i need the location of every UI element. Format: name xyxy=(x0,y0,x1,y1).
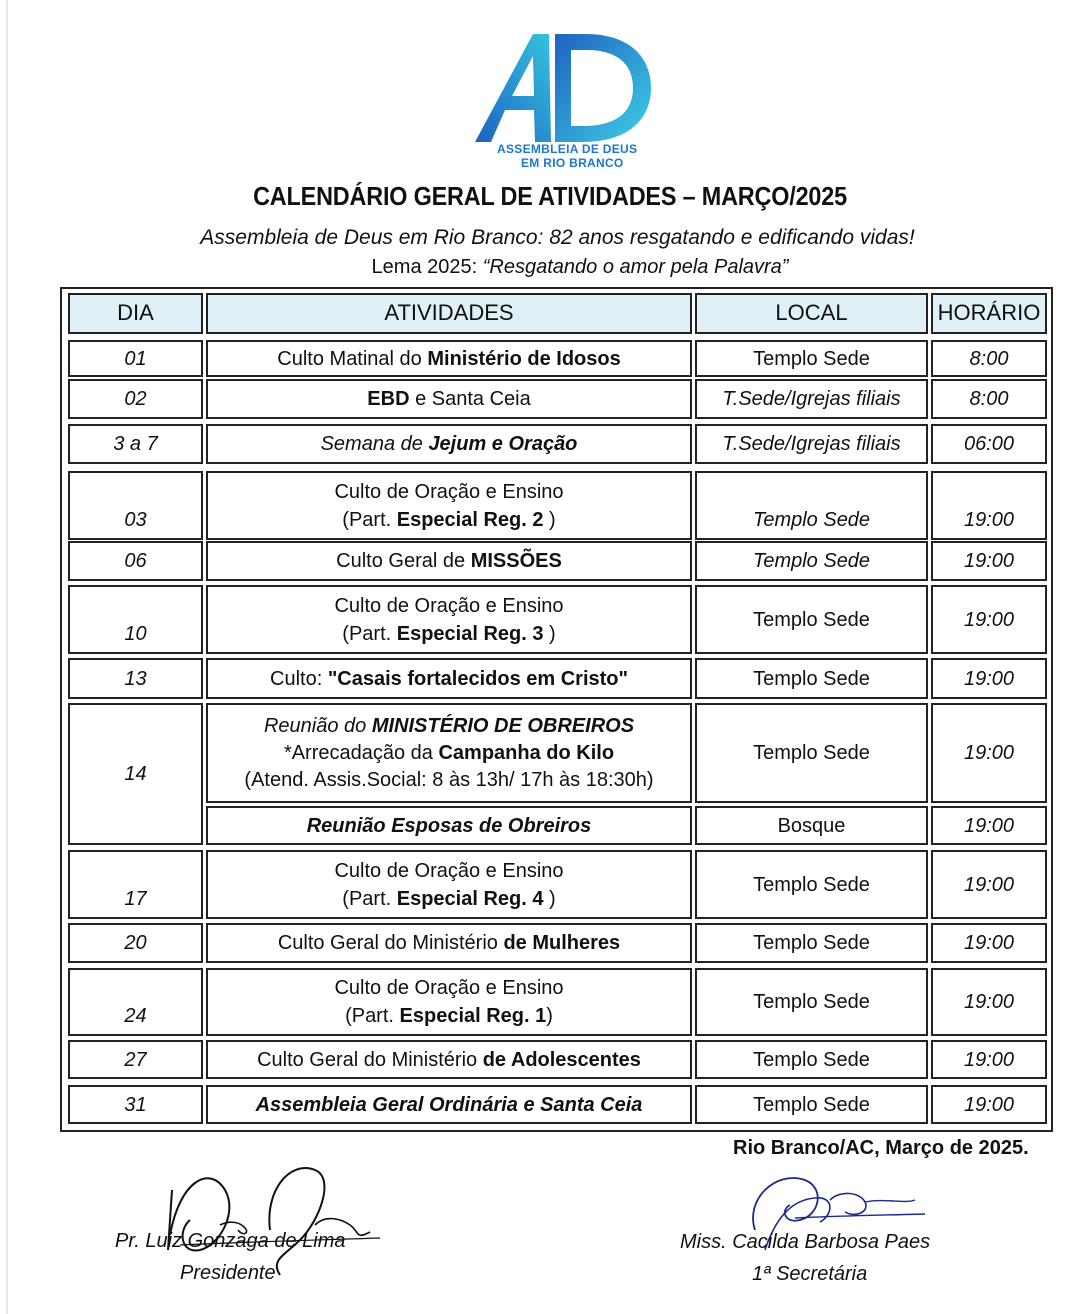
row-horario: 19:00 xyxy=(931,968,1047,1036)
row-atividade xyxy=(206,1040,692,1079)
row-dia: 02 xyxy=(68,379,203,419)
logo-line-2: EM RIO BRANCO xyxy=(521,156,624,170)
row-horario: 19:00 xyxy=(931,541,1047,581)
atividade-bold: Campanha do Kilo xyxy=(438,741,615,764)
row-dia: 20 xyxy=(68,923,203,963)
motto-text: “Resgatando o amor pela Palavra” xyxy=(482,256,789,278)
atividade-line-1: Culto de Oração e Ensino xyxy=(334,480,564,503)
place-date: Rio Branco/AC, Março de 2025. xyxy=(733,1137,1029,1159)
row-local: Templo Sede xyxy=(695,1040,928,1079)
row-atividade xyxy=(206,658,692,699)
header-local: LOCAL xyxy=(695,293,928,334)
activities-table xyxy=(60,287,1053,1132)
row-atividade xyxy=(206,703,692,803)
signer-left-name: Pr. Luiz Gonzaga de Lima xyxy=(115,1230,346,1252)
atividade-bold: de Mulheres xyxy=(503,932,621,954)
atividade-bold: MISSÕES xyxy=(470,550,562,572)
row-dia: 03 xyxy=(68,471,203,540)
atividade-bold: EBD xyxy=(367,388,410,410)
row-dia: 27 xyxy=(68,1040,203,1079)
atividade-bold: Jejum e Oração xyxy=(428,433,578,455)
atividade-text: ) xyxy=(543,508,556,531)
row-horario: 19:00 xyxy=(931,471,1047,540)
atividade-text: Semana de xyxy=(320,433,429,455)
row-horario-sub: 19:00 xyxy=(931,806,1047,845)
atividade-text: Culto Geral do Ministério xyxy=(277,932,504,954)
row-local: Templo Sede xyxy=(695,585,928,654)
row-local: Templo Sede xyxy=(695,541,928,581)
atividade-line-1: Culto de Oração e Ensino xyxy=(334,594,564,617)
logo-ad-mark xyxy=(455,30,665,145)
atividade-text: (Part. xyxy=(345,1005,400,1027)
atividade-bold: MINISTÉRIO DE OBREIROS xyxy=(371,714,635,737)
atividade-text: (Part. xyxy=(342,622,397,645)
row-horario: 19:00 xyxy=(931,1085,1047,1124)
row-local: T.Sede/Igrejas filiais xyxy=(695,379,928,419)
atividade-text: *Arrecadação da xyxy=(283,741,439,764)
row-atividade xyxy=(206,968,692,1036)
row-horario: 06:00 xyxy=(931,424,1047,464)
page-edge xyxy=(6,0,8,1314)
atividade-text: ) xyxy=(543,887,556,910)
atividade-bold: Especial Reg. 3 xyxy=(396,622,544,645)
row-atividade xyxy=(206,471,692,540)
row-dia: 01 xyxy=(68,340,203,377)
church-logo xyxy=(455,30,665,180)
atividade-bold: Especial Reg. 4 xyxy=(396,887,544,910)
motto xyxy=(0,256,1080,279)
atividade-text: Reunião do xyxy=(263,714,372,737)
atividade-bold: de Adolescentes xyxy=(482,1048,641,1071)
header-dia: DIA xyxy=(68,293,203,334)
row-local: Templo Sede xyxy=(695,703,928,803)
atividade-bold: Especial Reg. 1 xyxy=(399,1005,547,1027)
row-dia: 24 xyxy=(68,968,203,1036)
row-dia: 06 xyxy=(68,541,203,581)
row-horario: 19:00 xyxy=(931,850,1047,919)
row-horario: 19:00 xyxy=(931,703,1047,803)
atividade-text: ) xyxy=(546,1005,553,1027)
atividade-line-1: Culto de Oração e Ensino xyxy=(334,859,564,882)
row-horario: 19:00 xyxy=(931,658,1047,699)
row-atividade-sub xyxy=(206,806,692,845)
row-local-sub: Bosque xyxy=(695,806,928,845)
atividade-text: e Santa Ceia xyxy=(409,388,531,410)
atividade-text: (Part. xyxy=(342,508,397,531)
row-atividade xyxy=(206,424,692,464)
atividade-text: Culto Matinal do xyxy=(277,347,428,370)
row-local: Templo Sede xyxy=(695,658,928,699)
atividade-bold: Especial Reg. 2 xyxy=(396,508,544,531)
row-atividade xyxy=(206,340,692,377)
row-local: Templo Sede xyxy=(695,471,928,540)
atividade-text: Culto: xyxy=(270,667,328,690)
row-horario: 19:00 xyxy=(931,1040,1047,1079)
row-dia: 10 xyxy=(68,585,203,654)
row-horario: 19:00 xyxy=(931,923,1047,963)
row-horario: 8:00 xyxy=(931,379,1047,419)
header-atividades: ATIVIDADES xyxy=(206,293,692,334)
row-local: Templo Sede xyxy=(695,850,928,919)
row-local: Templo Sede xyxy=(695,1085,928,1124)
row-atividade xyxy=(206,923,692,963)
row-horario: 8:00 xyxy=(931,340,1047,377)
atividade-text: (Part. xyxy=(342,887,397,910)
atividade-line-3: (Atend. Assis.Social: 8 às 13h/ 17h às 18:30h) xyxy=(244,768,654,791)
signer-right-name: Miss. Cacilda Barbosa Paes xyxy=(680,1231,931,1253)
atividade-text: Culto Geral de xyxy=(336,550,471,572)
row-atividade xyxy=(206,541,692,581)
row-local: Templo Sede xyxy=(695,340,928,377)
atividade-text: Culto Geral do Ministério xyxy=(257,1048,483,1071)
page-title: CALENDÁRIO GERAL DE ATIVIDADES – MARÇO/2025 xyxy=(253,181,847,211)
page-subtitle: Assembleia de Deus em Rio Branco: 82 anos resgatando e edificando vidas! xyxy=(200,226,915,249)
row-atividade xyxy=(206,379,692,419)
signer-right-role: 1ª Secretária xyxy=(752,1263,868,1285)
row-dia: 17 xyxy=(68,850,203,919)
row-local: T.Sede/Igrejas filiais xyxy=(695,424,928,464)
atividade-bold: "Casais fortalecidos em Cristo" xyxy=(327,667,628,690)
row-local: Templo Sede xyxy=(695,968,928,1036)
row-dia: 14 xyxy=(68,703,203,845)
row-horario: 19:00 xyxy=(931,585,1047,654)
logo-line-1: ASSEMBLEIA DE DEUS xyxy=(497,142,638,156)
atividade-bold: Ministério de Idosos xyxy=(427,347,621,370)
atividade-text: ) xyxy=(543,622,556,645)
signer-left-role: Presidente xyxy=(180,1262,276,1284)
row-dia: 3 a 7 xyxy=(68,424,203,464)
row-atividade xyxy=(206,1085,692,1124)
row-dia: 31 xyxy=(68,1085,203,1124)
row-dia: 13 xyxy=(68,658,203,699)
motto-label: Lema 2025: xyxy=(371,256,478,278)
row-atividade xyxy=(206,585,692,654)
atividade-bold: Reunião Esposas de Obreiros xyxy=(306,814,592,837)
atividade-line-1: Culto de Oração e Ensino xyxy=(334,977,564,999)
row-atividade xyxy=(206,850,692,919)
header-horario: HORÁRIO xyxy=(931,293,1047,334)
atividade-bold: Assembleia Geral Ordinária e Santa Ceia xyxy=(255,1093,643,1116)
row-local: Templo Sede xyxy=(695,923,928,963)
